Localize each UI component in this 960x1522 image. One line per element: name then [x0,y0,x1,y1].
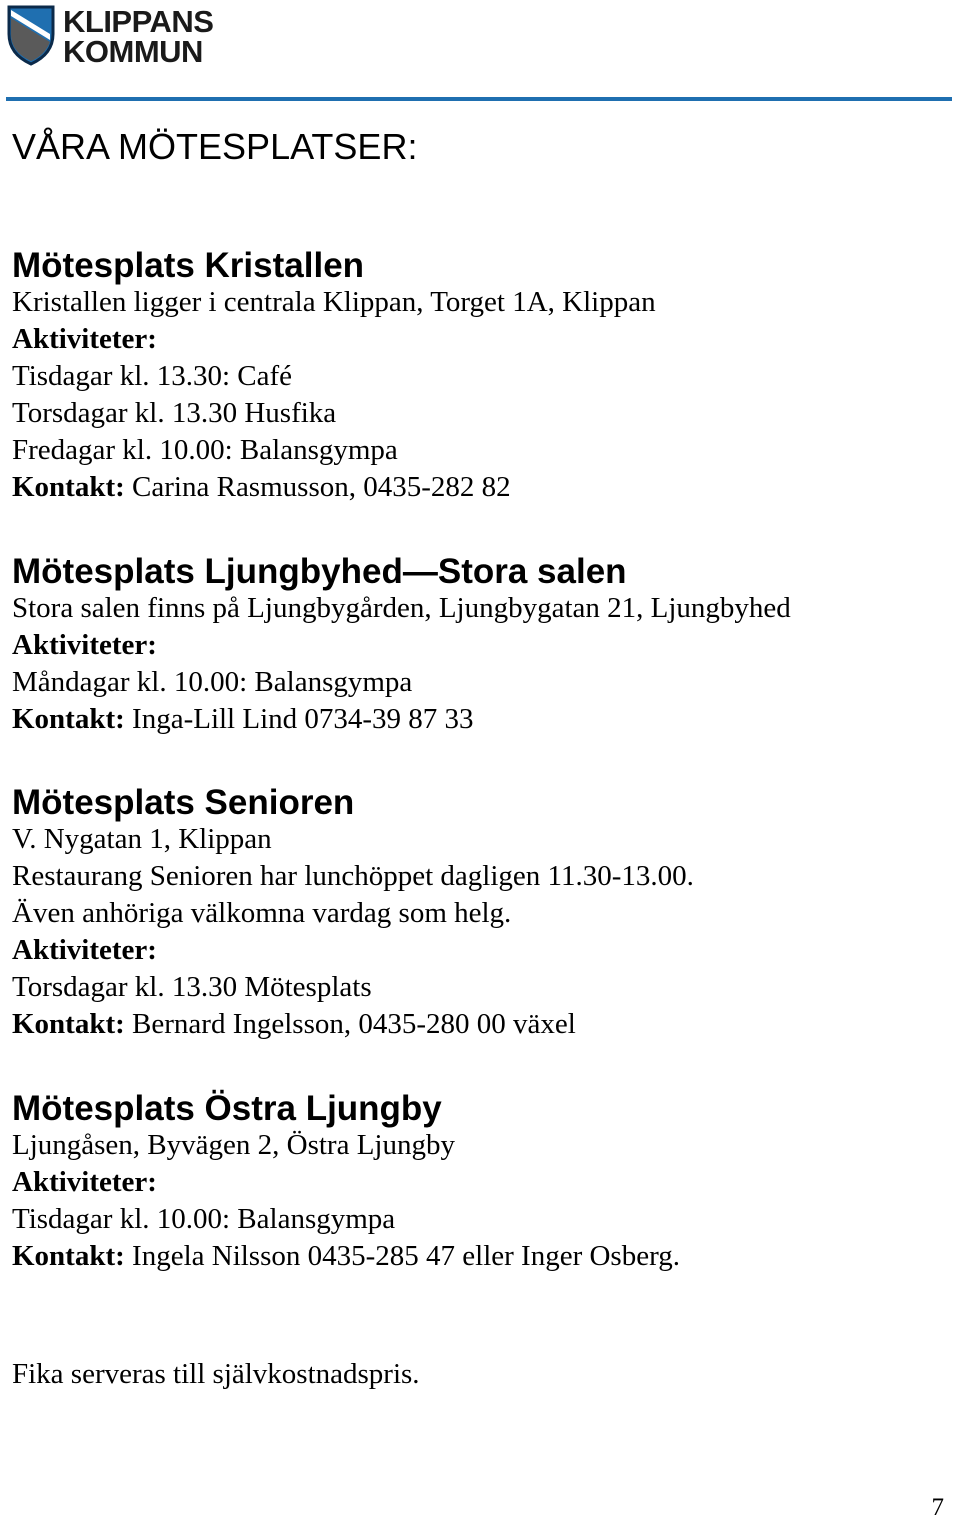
activities-label: Aktiviteter: [12,629,157,661]
activity-line: Tisdagar kl. 10.00: Balansgympa [12,1203,396,1235]
page-heading: VÅRA MÖTESPLATSER: [12,126,418,167]
activity-line: Tisdagar kl. 13.30: Café [12,360,293,392]
activities-label: Aktiviteter: [12,323,157,355]
activity-line: Fredagar kl. 10.00: Balansgympa [12,434,398,466]
section-title: Mötesplats Ljungbyhed—Stora salen [12,552,627,591]
contact-line [12,1006,942,1043]
section-ostra-ljungby [12,1090,942,1275]
activity-line: Torsdagar kl. 13.30 Husfika [12,397,337,429]
activities-label: Aktiviteter: [12,1166,157,1198]
info-line: Även anhöriga välkomna vardag som helg. [12,897,512,929]
header-divider [6,97,952,101]
municipality-crest-icon [6,4,56,66]
activity-line: Måndagar kl. 10.00: Balansgympa [12,666,413,698]
footer-note: Fika serveras till självkostnadspris. [12,1358,420,1390]
contact-label: Kontakt: [12,1008,125,1040]
info-line: Restaurang Senioren har lunchöppet dagligen 11.30-13.00. [12,860,694,892]
activities-label: Aktiviteter: [12,934,157,966]
section-ljungbyhed [12,553,942,738]
logo-text-line1: KLIPPANS [63,4,214,39]
logo-text-line2: KOMMUN [63,34,203,69]
section-title: Mötesplats Kristallen [12,246,365,285]
section-title: Mötesplats Senioren [12,783,355,822]
section-kristallen [12,247,942,506]
contact-value: Carina Rasmusson, 0435-282 82 [124,471,511,503]
address-line: Ljungåsen, Byvägen 2, Östra Ljungby [12,1129,455,1161]
page-number: 7 [931,1494,944,1521]
address-line: Stora salen finns på Ljungbygården, Ljungbygatan 21, Ljungbyhed [12,592,791,624]
contact-value: Inga-Lill Lind 0734-39 87 33 [124,703,474,735]
section-senioren [12,784,942,1043]
contact-line [12,1238,942,1275]
contact-label: Kontakt: [12,1240,125,1272]
section-title: Mötesplats Östra Ljungby [12,1089,442,1128]
activity-line: Torsdagar kl. 13.30 Mötesplats [12,971,372,1003]
contact-value: Bernard Ingelsson, 0435-280 00 växel [124,1008,576,1040]
contact-label: Kontakt: [12,703,125,735]
address-line: Kristallen ligger i centrala Klippan, Torget 1A, Klippan [12,286,656,318]
contact-line [12,469,942,506]
contact-value: Ingela Nilsson 0435-285 47 eller Inger Osberg. [124,1240,680,1272]
contact-line [12,701,942,738]
address-line: V. Nygatan 1, Klippan [12,823,272,855]
contact-label: Kontakt: [12,471,125,503]
